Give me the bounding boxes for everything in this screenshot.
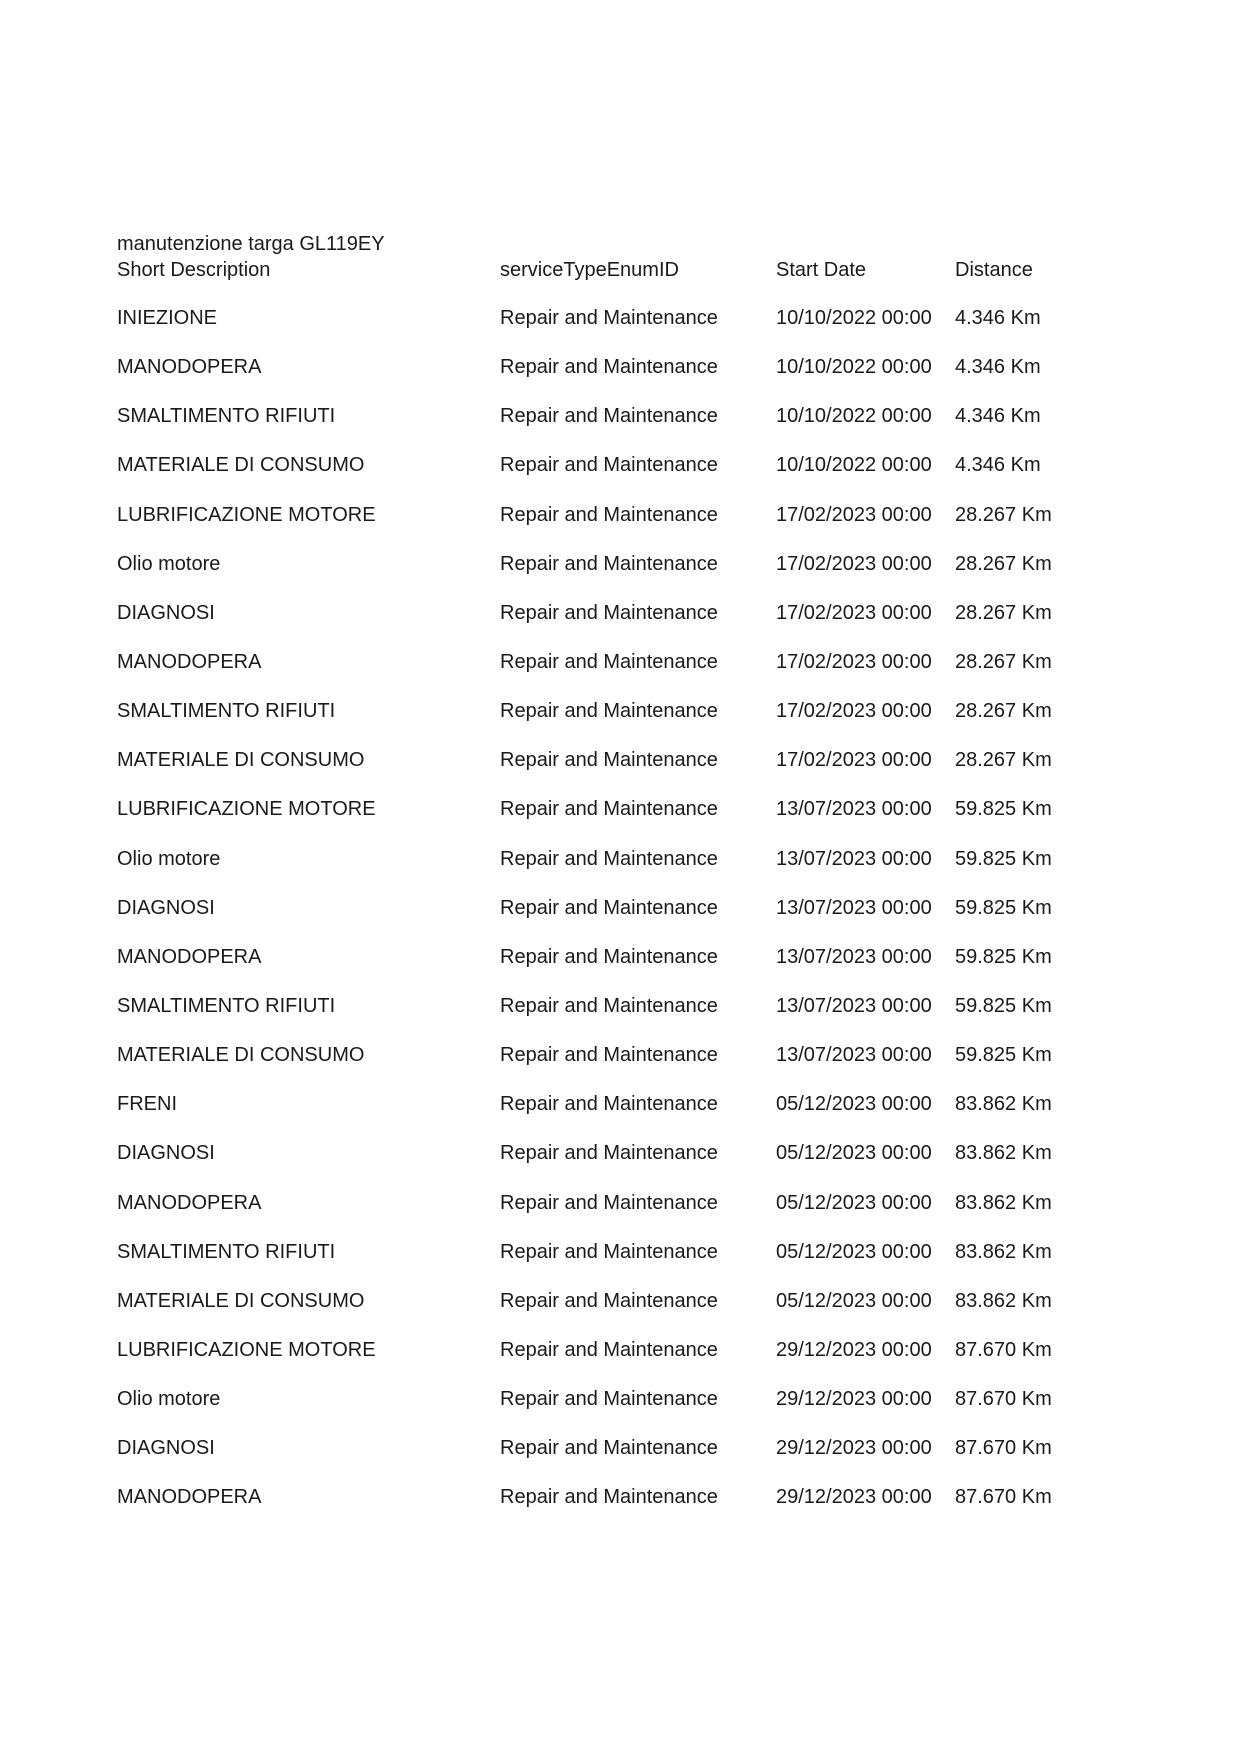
cell-service-type: Repair and Maintenance bbox=[500, 503, 718, 526]
cell-service-type: Repair and Maintenance bbox=[500, 1289, 718, 1312]
cell-service-type: Repair and Maintenance bbox=[500, 650, 718, 673]
cell-distance: 59.825 Km bbox=[955, 994, 1052, 1017]
table-row bbox=[117, 355, 1117, 379]
cell-short-description: MANODOPERA bbox=[117, 1191, 262, 1214]
cell-distance: 28.267 Km bbox=[955, 700, 1052, 723]
maintenance-table bbox=[117, 258, 1117, 1535]
cell-start-date: 13/07/2023 00:00 bbox=[776, 847, 932, 870]
cell-short-description: DIAGNOSI bbox=[117, 1142, 215, 1165]
cell-distance: 59.825 Km bbox=[955, 1044, 1052, 1067]
cell-service-type: Repair and Maintenance bbox=[500, 994, 718, 1017]
table-row bbox=[117, 453, 1117, 477]
cell-short-description: MANODOPERA bbox=[117, 945, 262, 968]
table-row bbox=[117, 503, 1117, 527]
cell-distance: 4.346 Km bbox=[955, 356, 1041, 379]
page-title: manutenzione targa GL119EY bbox=[117, 233, 385, 255]
table-row bbox=[117, 1387, 1117, 1411]
table-row bbox=[117, 797, 1117, 821]
cell-short-description: Olio motore bbox=[117, 847, 221, 870]
cell-start-date: 17/02/2023 00:00 bbox=[776, 503, 932, 526]
cell-service-type: Repair and Maintenance bbox=[500, 454, 718, 477]
cell-start-date: 10/10/2022 00:00 bbox=[776, 307, 932, 329]
cell-start-date: 29/12/2023 00:00 bbox=[776, 1437, 932, 1460]
cell-start-date: 05/12/2023 00:00 bbox=[776, 1289, 932, 1312]
cell-service-type: Repair and Maintenance bbox=[500, 1240, 718, 1263]
table-row bbox=[117, 699, 1117, 723]
cell-short-description: SMALTIMENTO RIFIUTI bbox=[117, 700, 336, 723]
cell-distance: 87.670 Km bbox=[955, 1437, 1052, 1460]
cell-service-type: Repair and Maintenance bbox=[500, 1093, 718, 1116]
cell-distance: 87.670 Km bbox=[955, 1388, 1052, 1411]
cell-start-date: 13/07/2023 00:00 bbox=[776, 994, 932, 1017]
table-row bbox=[117, 1240, 1117, 1264]
cell-distance: 83.862 Km bbox=[955, 1240, 1052, 1263]
cell-distance: 59.825 Km bbox=[955, 945, 1052, 968]
cell-short-description: MANODOPERA bbox=[117, 356, 262, 379]
table-row bbox=[117, 847, 1117, 871]
cell-short-description: MANODOPERA bbox=[117, 1486, 262, 1509]
cell-start-date: 17/02/2023 00:00 bbox=[776, 749, 932, 772]
cell-start-date: 13/07/2023 00:00 bbox=[776, 798, 932, 821]
cell-short-description: MATERIALE DI CONSUMO bbox=[117, 1044, 365, 1067]
cell-start-date: 13/07/2023 00:00 bbox=[776, 896, 932, 919]
cell-start-date: 29/12/2023 00:00 bbox=[776, 1388, 932, 1411]
cell-distance: 28.267 Km bbox=[955, 749, 1052, 772]
cell-short-description: LUBRIFICAZIONE MOTORE bbox=[117, 798, 376, 821]
table-row bbox=[117, 552, 1117, 576]
cell-short-description: SMALTIMENTO RIFIUTI bbox=[117, 994, 336, 1017]
table-row bbox=[117, 306, 1117, 330]
cell-start-date: 29/12/2023 00:00 bbox=[776, 1338, 932, 1361]
header-short-description: Short Description bbox=[117, 259, 271, 281]
cell-service-type: Repair and Maintenance bbox=[500, 1486, 718, 1509]
table-row bbox=[117, 1141, 1117, 1165]
cell-short-description: DIAGNOSI bbox=[117, 601, 215, 624]
cell-short-description: DIAGNOSI bbox=[117, 896, 215, 919]
cell-short-description: LUBRIFICAZIONE MOTORE bbox=[117, 503, 376, 526]
table-body bbox=[117, 306, 1117, 1509]
cell-short-description: MATERIALE DI CONSUMO bbox=[117, 454, 365, 477]
cell-start-date: 05/12/2023 00:00 bbox=[776, 1093, 932, 1116]
cell-start-date: 05/12/2023 00:00 bbox=[776, 1191, 932, 1214]
table-row bbox=[117, 601, 1117, 625]
cell-distance: 59.825 Km bbox=[955, 798, 1052, 821]
header-start-date: Start Date bbox=[776, 259, 867, 281]
table-row bbox=[117, 1485, 1117, 1509]
cell-service-type: Repair and Maintenance bbox=[500, 601, 718, 624]
cell-start-date: 17/02/2023 00:00 bbox=[776, 601, 932, 624]
cell-service-type: Repair and Maintenance bbox=[500, 1388, 718, 1411]
cell-short-description: FRENI bbox=[117, 1093, 177, 1116]
table-row bbox=[117, 1191, 1117, 1215]
cell-short-description: Olio motore bbox=[117, 552, 221, 575]
cell-distance: 87.670 Km bbox=[955, 1486, 1052, 1509]
cell-short-description: SMALTIMENTO RIFIUTI bbox=[117, 1240, 336, 1263]
cell-distance: 28.267 Km bbox=[955, 650, 1052, 673]
cell-service-type: Repair and Maintenance bbox=[500, 1142, 718, 1165]
cell-service-type: Repair and Maintenance bbox=[500, 945, 718, 968]
cell-service-type: Repair and Maintenance bbox=[500, 307, 718, 329]
cell-distance: 4.346 Km bbox=[955, 307, 1041, 329]
cell-service-type: Repair and Maintenance bbox=[500, 798, 718, 821]
cell-service-type: Repair and Maintenance bbox=[500, 700, 718, 723]
cell-service-type: Repair and Maintenance bbox=[500, 552, 718, 575]
cell-start-date: 17/02/2023 00:00 bbox=[776, 650, 932, 673]
cell-short-description: Olio motore bbox=[117, 1388, 221, 1411]
cell-service-type: Repair and Maintenance bbox=[500, 1437, 718, 1460]
cell-service-type: Repair and Maintenance bbox=[500, 405, 718, 428]
cell-distance: 59.825 Km bbox=[955, 847, 1052, 870]
table-row bbox=[117, 994, 1117, 1018]
cell-start-date: 05/12/2023 00:00 bbox=[776, 1142, 932, 1165]
cell-service-type: Repair and Maintenance bbox=[500, 1191, 718, 1214]
table-row bbox=[117, 1289, 1117, 1313]
cell-service-type: Repair and Maintenance bbox=[500, 847, 718, 870]
cell-short-description: DIAGNOSI bbox=[117, 1437, 215, 1460]
table-row bbox=[117, 650, 1117, 674]
cell-distance: 83.862 Km bbox=[955, 1093, 1052, 1116]
cell-distance: 83.862 Km bbox=[955, 1191, 1052, 1214]
header-distance: Distance bbox=[955, 259, 1033, 281]
cell-start-date: 17/02/2023 00:00 bbox=[776, 552, 932, 575]
cell-service-type: Repair and Maintenance bbox=[500, 1044, 718, 1067]
cell-start-date: 13/07/2023 00:00 bbox=[776, 945, 932, 968]
cell-short-description: MATERIALE DI CONSUMO bbox=[117, 749, 365, 772]
cell-service-type: Repair and Maintenance bbox=[500, 1338, 718, 1361]
cell-start-date: 10/10/2022 00:00 bbox=[776, 405, 932, 428]
table-row bbox=[117, 748, 1117, 772]
header-service-type: serviceTypeEnumID bbox=[500, 259, 679, 281]
table-row bbox=[117, 1043, 1117, 1067]
cell-start-date: 05/12/2023 00:00 bbox=[776, 1240, 932, 1263]
cell-distance: 83.862 Km bbox=[955, 1142, 1052, 1165]
table-row bbox=[117, 1436, 1117, 1460]
cell-distance: 87.670 Km bbox=[955, 1338, 1052, 1361]
table-row bbox=[117, 1338, 1117, 1362]
cell-service-type: Repair and Maintenance bbox=[500, 356, 718, 379]
cell-distance: 59.825 Km bbox=[955, 896, 1052, 919]
cell-distance: 4.346 Km bbox=[955, 405, 1041, 428]
cell-distance: 83.862 Km bbox=[955, 1289, 1052, 1312]
cell-distance: 28.267 Km bbox=[955, 601, 1052, 624]
cell-start-date: 29/12/2023 00:00 bbox=[776, 1486, 932, 1509]
cell-service-type: Repair and Maintenance bbox=[500, 749, 718, 772]
cell-short-description: MATERIALE DI CONSUMO bbox=[117, 1289, 365, 1312]
table-row bbox=[117, 404, 1117, 428]
table-row bbox=[117, 896, 1117, 920]
cell-distance: 4.346 Km bbox=[955, 454, 1041, 477]
table-header-row bbox=[117, 258, 1117, 282]
table-row bbox=[117, 945, 1117, 969]
cell-distance: 28.267 Km bbox=[955, 503, 1052, 526]
cell-distance: 28.267 Km bbox=[955, 552, 1052, 575]
cell-short-description: LUBRIFICAZIONE MOTORE bbox=[117, 1338, 376, 1361]
cell-short-description: SMALTIMENTO RIFIUTI bbox=[117, 405, 336, 428]
cell-start-date: 10/10/2022 00:00 bbox=[776, 454, 932, 477]
cell-start-date: 13/07/2023 00:00 bbox=[776, 1044, 932, 1067]
cell-start-date: 17/02/2023 00:00 bbox=[776, 700, 932, 723]
table-row bbox=[117, 1092, 1117, 1116]
cell-short-description: INIEZIONE bbox=[117, 307, 218, 329]
cell-short-description: MANODOPERA bbox=[117, 650, 262, 673]
cell-start-date: 10/10/2022 00:00 bbox=[776, 356, 932, 379]
cell-service-type: Repair and Maintenance bbox=[500, 896, 718, 919]
